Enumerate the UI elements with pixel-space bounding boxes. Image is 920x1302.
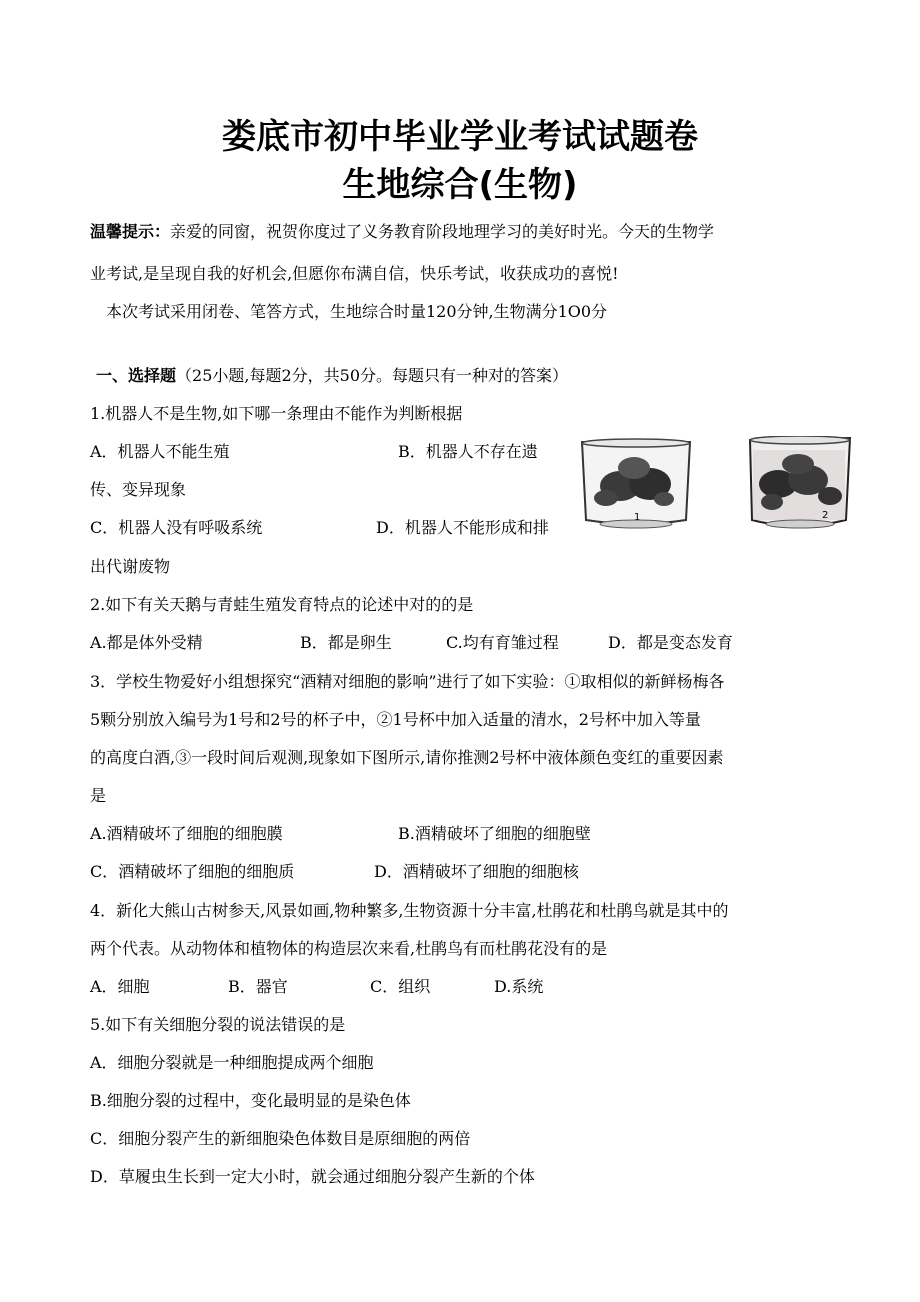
tips-paragraph [90,222,714,242]
q4-line-2: 两个代表。从动物体和植物体的构造层次来看,杜鹃鸟有而杜鹃花没有的是 [90,939,608,958]
tips-line-3: 本次考试采用闭卷、笔答方式，生地综合时量120分钟,生物满分1O0分 [106,302,608,321]
q4-option-a: A．细胞 [90,977,150,996]
q3-line-3: 的高度白酒,③一段时间后观测,现象如下图所示,请你推测2号杯中液体颜色变红的重要因素 [90,748,724,767]
q5-stem: 5.如下有关细胞分裂的说法错误的是 [90,1015,346,1034]
exam-title: 娄底市初中毕业学业考试试题卷 [222,117,698,157]
cup-2-illustration [750,436,850,528]
q2-option-a: A.都是体外受精 [90,633,203,652]
q4-option-c: C．组织 [370,977,431,996]
exam-subtitle: 生地综合(生物) [342,165,578,205]
q4-option-b: B．器官 [228,977,288,996]
q3-option-a: A.酒精破坏了细胞的细胞膜 [90,824,283,843]
tips-line-1: 亲爱的同窗，祝贺你度过了义务教育阶段地理学习的美好时光。今天的生物学 [170,222,715,241]
q3-option-c: C．酒精破坏了细胞的细胞质 [90,862,295,881]
section-heading [96,366,568,386]
q2-stem: 2.如下有关天鹅与青蛙生殖发育特点的论述中对的的是 [90,595,474,614]
q1-option-c: C．机器人没有呼吸系统 [90,518,263,537]
cups-figure [572,436,854,536]
q2-option-b: B．都是卵生 [300,633,392,652]
tips-label: 温馨提示： [90,222,171,241]
q5-option-a: A．细胞分裂就是一种细胞提成两个细胞 [90,1053,374,1072]
q5-option-c: C．细胞分裂产生的新细胞染色体数目是原细胞的两倍 [90,1129,471,1148]
q2-option-d: D．都是变态发育 [608,633,733,652]
cup-2-label: 2 [822,510,829,521]
q3-line-4: 是 [90,786,107,805]
cup-1-illustration [582,439,690,528]
q1-option-b: B．机器人不存在遗 [398,442,538,461]
q3-line-2: 5颗分别放入编号为1号和2号的杯子中，②1号杯中加入适量的清水，2号杯中加入等量 [90,710,701,729]
q1-option-d-continued: 出代谢废物 [90,557,171,576]
q3-option-d: D．酒精破坏了细胞的细胞核 [374,862,579,881]
q1-option-a: A．机器人不能生殖 [90,442,230,461]
tips-line-2: 业考试,是呈现自我的好机会,但愿你布满自信，快乐考试，收获成功的喜悦! [90,264,619,283]
q3-line-1: 3．学校生物爱好小组想探究“酒精对细胞的影响”进行了如下实验：①取相似的新鲜杨梅各 [90,672,725,691]
section-title: 一、选择题 [96,366,177,385]
section-note: （25小题,每题2分，共50分。每题只有一种对的答案） [176,366,569,385]
q4-option-d: D.系统 [494,977,544,996]
q1-option-d: D．机器人不能形成和排 [376,518,549,537]
q2-option-c: C.均有育雏过程 [446,633,559,652]
q3-option-b: B.酒精破坏了细胞的细胞壁 [398,824,591,843]
cup-1-label: 1 [634,512,641,523]
q5-option-b: B.细胞分裂的过程中，变化最明显的是染色体 [90,1091,411,1110]
q5-option-d: D．草履虫生长到一定大小时，就会通过细胞分裂产生新的个体 [90,1167,535,1186]
q1-stem: 1.机器人不是生物,如下哪一条理由不能作为判断根据 [90,404,463,423]
q1-option-b-continued: 传、变异现象 [90,480,187,499]
q4-line-1: 4．新化大熊山古树参天,风景如画,物种繁多,生物资源十分丰富,杜鹃花和杜鹃鸟就是其中的 [90,901,729,920]
